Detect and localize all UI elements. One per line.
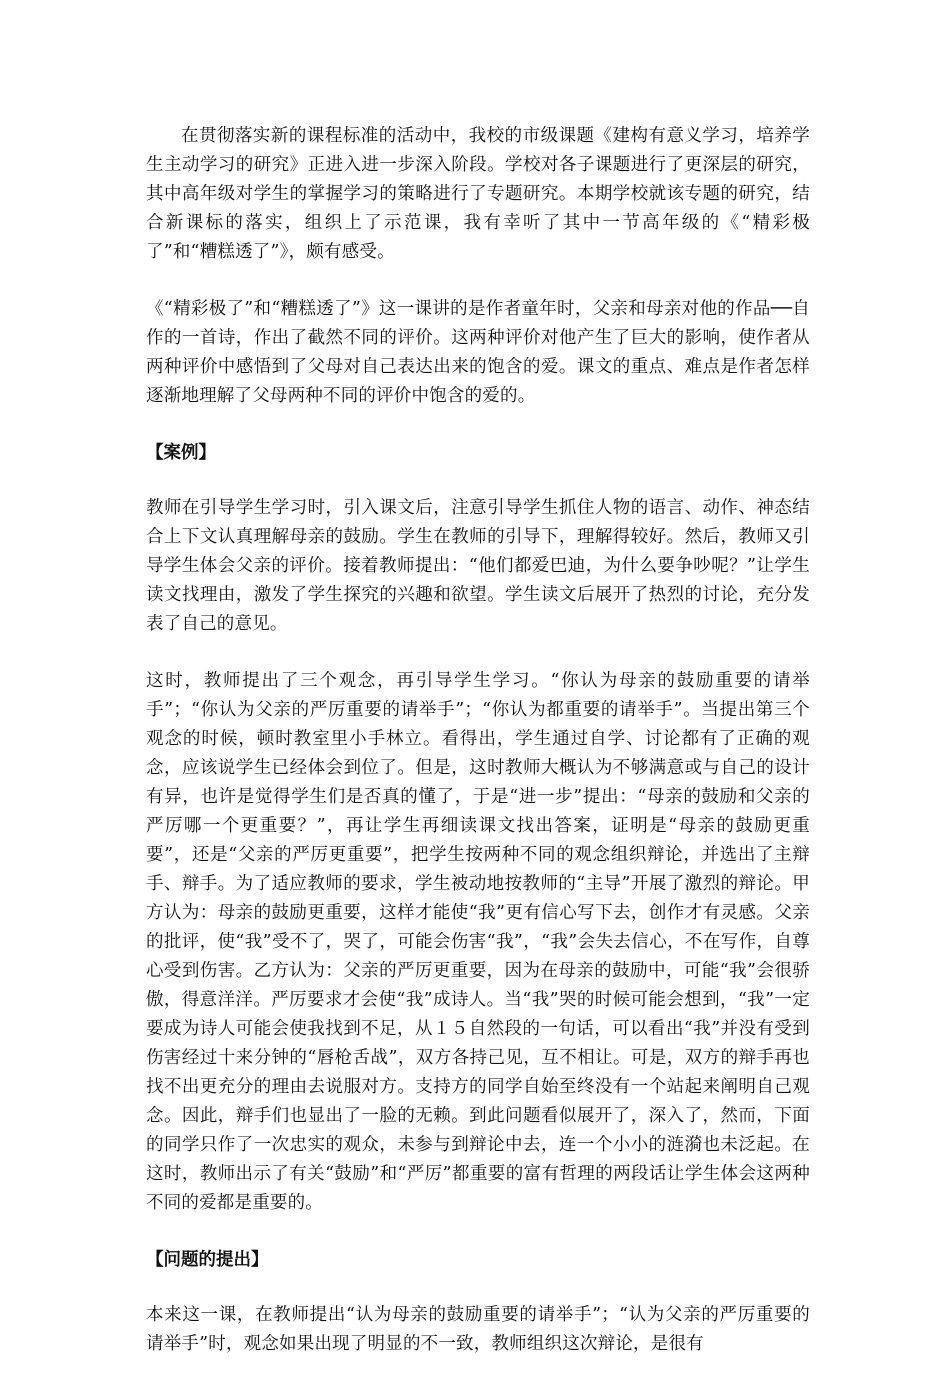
problem-heading: 【问题的提出】 [146, 1250, 269, 1270]
problem-paragraph-1: 本来这一课，在教师提出“认为母亲的鼓励重要的请举手”；“认为父亲的严厉重要的请举手”时，观念如果出现了明显的不一致，教师组织这次辩论，是很有 [146, 1305, 810, 1354]
document-body [146, 122, 810, 1387]
case-heading: 【案例】 [146, 443, 216, 463]
intro-paragraph: 在贯彻落实新的课程标准的活动中，我校的市级课题《建构有意义学习，培养学生主动学习的研究》正进入进一步深入阶段。学校对各子课题进行了更深层的研究，其中高年级对学生的掌握学习的策略进行了专题研究。本期学校就该专题的研究，结合新课标的落实，组织上了示范课，我有幸听了其中一节高年级的《“精彩极了”和“糟糕透了”》，颇有感受。 [146, 126, 810, 262]
case-paragraph-2: 这时，教师提出了三个观念，再引导学生学习。“你认为母亲的鼓励重要的请举手”；“你认为父亲的严厉重要的请举手”；“你认为都重要的请举手”。当提出第三个观念的时候，顿时教室里小手林立。看得出，学生通过自学、讨论都有了正确的观念，应该说学生已经体会到位了。但是，这时教师大概认为不够满意或与自己的设计有异，也许是觉得学生们是否真的懂了，于是“进一步”提出：“母亲的鼓励和父亲的严厉哪一个更重要？”，再让学生再细读课文找出答案，证明是“母亲的鼓励更重要”，还是“父亲的严厉更重要”，把学生按两种不同的观念组织辩论，并选出了主辩手、辩手。为了适应教师的要求，学生被动地按教师的“主导”开展了激烈的辩论。甲方认为：母亲的鼓励更重要，这样才能使“我”更有信心写下去，创作才有灵感。父亲的批评，使“我”受不了，哭了，可能会伤害“我”，“我”会失去信心，不在写作，自尊心受到伤害。乙方认为：父亲的严厉更重要，因为在母亲的鼓励中，可能“我”会很骄傲，得意洋洋。严厉要求才会使“我”成诗人。当“我”哭的时候可能会想到，“我”一定要成为诗人可能会使我找到不足，从１５自然段的一句话，可以看出“我”并没有受到伤害经过十来分钟的“唇枪舌战”，双方各持己见，互不相让。可是，双方的辩手再也找不出更充分的理由去说服对方。支持方的同学自始至终没有一个站起来阐明自己观念。因此，辩手们也显出了一脸的无赖。到此问题看似展开了，深入了，然而，下面的同学只作了一次忠实的观众，未参与到辩论中去，连一个小小的涟漪也未泛起。在这时，教师出示了有关“鼓励”和“严厉”都重要的富有哲理的两段话让学生体会这两种不同的爱都是重要的。 [146, 671, 810, 1213]
summary-paragraph: 《“精彩极了”和“糟糕透了”》这一课讲的是作者童年时，父亲和母亲对他的作品──自作的一首诗，作出了截然不同的评价。这两种评价对他产生了巨大的影响，使作者从两种评价中感悟到了父母对自己表达出来的饱含的爱。课文的重点、难点是作者怎样逐渐地理解了父母两种不同的评价中饱含的爱的。 [146, 299, 810, 406]
case-paragraph-1: 教师在引导学生学习时，引入课文后，注意引导学生抓住人物的语言、动作、神态结合上下文认真理解母亲的鼓励。学生在教师的引导下，理解得较好。然后，教师又引导学生体会父亲的评价。接着教师提出：“他们都爱巴迪，为什么要争吵呢？”让学生读文找理由，激发了学生探究的兴趣和欲望。学生读文后展开了热烈的讨论，充分发表了自己的意见。 [146, 498, 810, 634]
